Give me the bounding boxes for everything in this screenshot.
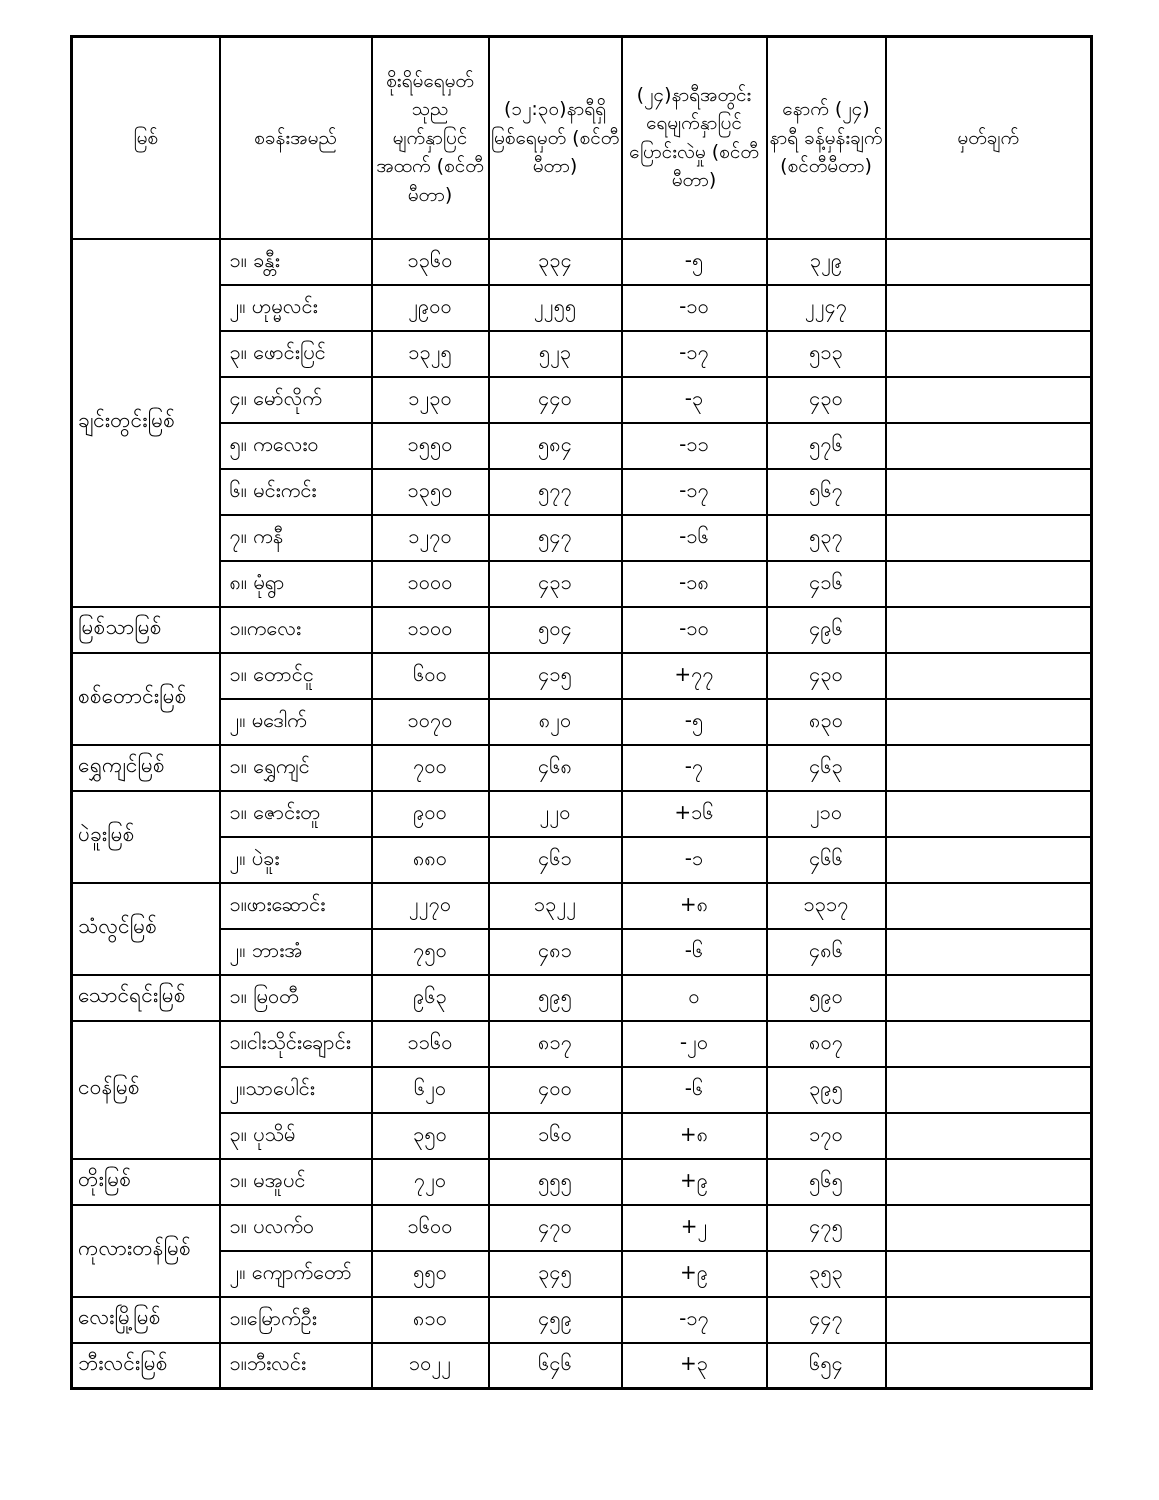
danger-level-cell: ၇၂၀ [372,1159,489,1205]
danger-level-cell: ၁၁၀၀ [372,607,489,653]
danger-level-cell: ၁၃၆၀ [372,239,489,285]
river-name-cell: ချင်းတွင်းမြစ် [72,239,220,607]
col-header-water-level-1230: (၁၂:၃၀)နာရီရှိ မြစ်ရေမှတ် (စင်တီမီတာ) [489,37,622,239]
station-name-cell: ၂။ ပဲခူး [220,837,372,883]
forecast-cell: ၄၃၀ [767,653,886,699]
danger-level-cell: ၃၅၀ [372,1113,489,1159]
danger-level-cell: ၁၀၀၀ [372,561,489,607]
remark-cell [886,331,1092,377]
change-cell: -၁၀ [622,285,767,331]
danger-level-cell: ၈၁၀ [372,1297,489,1343]
station-name-cell: ၂။ ဟုမ္မလင်း [220,285,372,331]
change-cell: +၈ [622,883,767,929]
col-header-24hr-change: (၂၄)နာရီအတွင်း ရေမျက်နှာပြင် ပြောင်းလဲမှု (စင်တီမီတာ) [622,37,767,239]
change-cell: -၁၈ [622,561,767,607]
table-row [72,423,1092,469]
forecast-cell: ၃၂၉ [767,239,886,285]
remark-cell [886,791,1092,837]
station-name-cell: ၈။ မုံရွာ [220,561,372,607]
remark-cell [886,469,1092,515]
station-name-cell: ၁။ ပလက်ဝ [220,1205,372,1251]
danger-level-cell: ၆၂၀ [372,1067,489,1113]
forecast-cell: ၁၇၀ [767,1113,886,1159]
change-cell: +၈ [622,1113,767,1159]
forecast-cell: ၅၁၃ [767,331,886,377]
danger-level-cell: ၇၀၀ [372,745,489,791]
change-cell: +၃ [622,1343,767,1389]
change-cell: -၆ [622,929,767,975]
water-level-cell: ၄၇၀ [489,1205,622,1251]
water-level-cell: ၅၀၄ [489,607,622,653]
water-level-cell: ၁၆၀ [489,1113,622,1159]
station-name-cell: ၁။မြောက်ဦး [220,1297,372,1343]
river-name-cell: မြစ်သာမြစ် [72,607,220,653]
change-cell: -၆ [622,1067,767,1113]
change-cell: +၂ [622,1205,767,1251]
forecast-cell: ၄၈၆ [767,929,886,975]
water-level-cell: ၃၃၄ [489,239,622,285]
table-row [72,561,1092,607]
change-cell: +၁၆ [622,791,767,837]
table-row [72,515,1092,561]
danger-level-cell: ၂၂၇၀ [372,883,489,929]
water-level-cell: ၅၇၇ [489,469,622,515]
danger-level-cell: ၁၂၇၀ [372,515,489,561]
table-header [72,37,1092,239]
station-name-cell: ၇။ ကနီ [220,515,372,561]
remark-cell [886,561,1092,607]
change-cell: +၉ [622,1251,767,1297]
river-name-cell: ရွှေကျင်မြစ် [72,745,220,791]
remark-cell [886,1021,1092,1067]
river-name-cell: ပဲခူးမြစ် [72,791,220,883]
col-header-station: စခန်းအမည် [220,37,372,239]
remark-cell [886,883,1092,929]
station-name-cell: ၆။ မင်းကင်း [220,469,372,515]
water-level-cell: ၈၂၀ [489,699,622,745]
water-level-cell: ၆၄၆ [489,1343,622,1389]
danger-level-cell: ၁၀၂၂ [372,1343,489,1389]
forecast-cell: ၄၉၆ [767,607,886,653]
remark-cell [886,1205,1092,1251]
change-cell: -၁၇ [622,1297,767,1343]
danger-level-cell: ၁၅၅၀ [372,423,489,469]
col-header-river: မြစ် [72,37,220,239]
station-name-cell: ၁။ ရွှေကျင် [220,745,372,791]
remark-cell [886,745,1092,791]
forecast-cell: ၃၅၃ [767,1251,886,1297]
station-name-cell: ၃။ ဖောင်းပြင် [220,331,372,377]
table-row [72,331,1092,377]
remark-cell [886,929,1092,975]
remark-cell [886,1297,1092,1343]
river-name-cell: လေးမြို့မြစ် [72,1297,220,1343]
col-header-next-24hr-forecast: နောက် (၂၄) နာရီ ခန့်မှန်းချက် (စင်တီမီတာ) [767,37,886,239]
change-cell: -၁၇ [622,331,767,377]
danger-level-cell: ၂၉၀၀ [372,285,489,331]
change-cell: +၉ [622,1159,767,1205]
station-name-cell: ၁။ကလေး [220,607,372,653]
table-row [72,883,1092,929]
remark-cell [886,653,1092,699]
danger-level-cell: ၆၀၀ [372,653,489,699]
change-cell: -၃ [622,377,767,423]
table-row [72,653,1092,699]
water-level-cell: ၂၂၀ [489,791,622,837]
table-row [72,699,1092,745]
change-cell: ၀ [622,975,767,1021]
river-name-cell: စစ်တောင်းမြစ် [72,653,220,745]
forecast-cell: ၄၁၆ [767,561,886,607]
station-name-cell: ၁။ငါးသိုင်းချောင်း [220,1021,372,1067]
station-name-cell: ၁။ ခန္တီး [220,239,372,285]
forecast-cell: ၃၉၅ [767,1067,886,1113]
table-row [72,1205,1092,1251]
table-row [72,1021,1092,1067]
forecast-cell: ၄၇၅ [767,1205,886,1251]
danger-level-cell: ၅၅၀ [372,1251,489,1297]
station-name-cell: ၂။ ကျောက်တော် [220,1251,372,1297]
table-row [72,975,1092,1021]
table-row [72,1159,1092,1205]
remark-cell [886,607,1092,653]
remark-cell [886,515,1092,561]
forecast-cell: ၄၃၀ [767,377,886,423]
remark-cell [886,1343,1092,1389]
station-name-cell: ၁။ မအူပင် [220,1159,372,1205]
water-level-cell: ၄၆၁ [489,837,622,883]
danger-level-cell: ၈၈၀ [372,837,489,883]
station-name-cell: ၁။ဖားဆောင်း [220,883,372,929]
table-row [72,469,1092,515]
table-row [72,1251,1092,1297]
table-row [72,1297,1092,1343]
forecast-cell: ၅၆၇ [767,469,886,515]
forecast-cell: ၆၅၄ [767,1343,886,1389]
river-name-cell: သောင်ရင်းမြစ် [72,975,220,1021]
danger-level-cell: ၁၃၅၀ [372,469,489,515]
water-level-cell: ၅၅၅ [489,1159,622,1205]
danger-level-cell: ၇၅၀ [372,929,489,975]
table-body [72,239,1092,1389]
forecast-cell: ၂၁၀ [767,791,886,837]
river-name-cell: ငဝန်မြစ် [72,1021,220,1159]
water-level-cell: ၂၂၅၅ [489,285,622,331]
header-row [72,37,1092,239]
table-row [72,1343,1092,1389]
remark-cell [886,239,1092,285]
water-level-cell: ၅၄၇ [489,515,622,561]
danger-level-cell: ၁၂၃၀ [372,377,489,423]
col-header-remarks: မှတ်ချက် [886,37,1092,239]
change-cell: -၁၀ [622,607,767,653]
change-cell: +၇၇ [622,653,767,699]
danger-level-cell: ၁၁၆၀ [372,1021,489,1067]
danger-level-cell: ၉၆၃ [372,975,489,1021]
remark-cell [886,1067,1092,1113]
remark-cell [886,1251,1092,1297]
water-level-cell: ၁၃၂၂ [489,883,622,929]
col-header-danger-level: စိုးရိမ်ရေမှတ် သုည မျက်နှာပြင် အထက် (စင်တီမီတာ) [372,37,489,239]
table-row [72,285,1092,331]
water-level-cell: ၅၂၃ [489,331,622,377]
change-cell: -၂၀ [622,1021,767,1067]
danger-level-cell: ၁၃၂၅ [372,331,489,377]
table-row [72,1113,1092,1159]
station-name-cell: ၄။ မော်လိုက် [220,377,372,423]
forecast-cell: ၅၉၀ [767,975,886,1021]
danger-level-cell: ၁၆၀၀ [372,1205,489,1251]
river-name-cell: ဘီးလင်းမြစ် [72,1343,220,1389]
station-name-cell: ၂။ ဘားအံ [220,929,372,975]
station-name-cell: ၂။သာပေါင်း [220,1067,372,1113]
table-row [72,837,1092,883]
change-cell: -၁၁ [622,423,767,469]
change-cell: -၅ [622,699,767,745]
table-row [72,607,1092,653]
station-name-cell: ၁။ဘီးလင်း [220,1343,372,1389]
table-row [72,745,1092,791]
forecast-cell: ၁၃၁၇ [767,883,886,929]
forecast-cell: ၅၇၆ [767,423,886,469]
water-level-cell: ၄၀၀ [489,1067,622,1113]
station-name-cell: ၂။ မဒေါက် [220,699,372,745]
remark-cell [886,285,1092,331]
table-row [72,1067,1092,1113]
station-name-cell: ၃။ ပုသိမ် [220,1113,372,1159]
table-row [72,377,1092,423]
station-name-cell: ၁။ မြဝတီ [220,975,372,1021]
water-level-cell: ၅၈၄ [489,423,622,469]
change-cell: -၁၇ [622,469,767,515]
table-row [72,239,1092,285]
river-name-cell: ကုလားတန်မြစ် [72,1205,220,1297]
water-level-cell: ၄၃၁ [489,561,622,607]
forecast-cell: ၅၃၇ [767,515,886,561]
change-cell: -၅ [622,239,767,285]
water-level-cell: ၄၆၈ [489,745,622,791]
change-cell: -၇ [622,745,767,791]
forecast-cell: ၈၃၀ [767,699,886,745]
water-level-cell: ၄၄၀ [489,377,622,423]
remark-cell [886,377,1092,423]
river-name-cell: သံလွင်မြစ် [72,883,220,975]
water-level-cell: ၄၈၁ [489,929,622,975]
remark-cell [886,699,1092,745]
water-level-cell: ၅၉၅ [489,975,622,1021]
remark-cell [886,423,1092,469]
danger-level-cell: ၁၀၇၀ [372,699,489,745]
station-name-cell: ၁။ ဇောင်းတူ [220,791,372,837]
table-row [72,791,1092,837]
forecast-cell: ၄၆၆ [767,837,886,883]
station-name-cell: ၅။ ကလေးဝ [220,423,372,469]
forecast-cell: ၅၆၅ [767,1159,886,1205]
station-name-cell: ၁။ တောင်ငူ [220,653,372,699]
change-cell: -၁၆ [622,515,767,561]
water-level-cell: ၈၁၇ [489,1021,622,1067]
table-row [72,929,1092,975]
remark-cell [886,1113,1092,1159]
forecast-cell: ၈၀၇ [767,1021,886,1067]
forecast-cell: ၄၄၇ [767,1297,886,1343]
forecast-cell: ၄၆၃ [767,745,886,791]
change-cell: -၁ [622,837,767,883]
remark-cell [886,975,1092,1021]
remark-cell [886,837,1092,883]
remark-cell [886,1159,1092,1205]
forecast-cell: ၂၂၄၇ [767,285,886,331]
water-level-cell: ၃၄၅ [489,1251,622,1297]
river-name-cell: တိုးမြစ် [72,1159,220,1205]
water-level-cell: ၄၅၉ [489,1297,622,1343]
water-level-cell: ၄၁၅ [489,653,622,699]
danger-level-cell: ၉၀၀ [372,791,489,837]
river-water-level-table [70,35,1093,1390]
